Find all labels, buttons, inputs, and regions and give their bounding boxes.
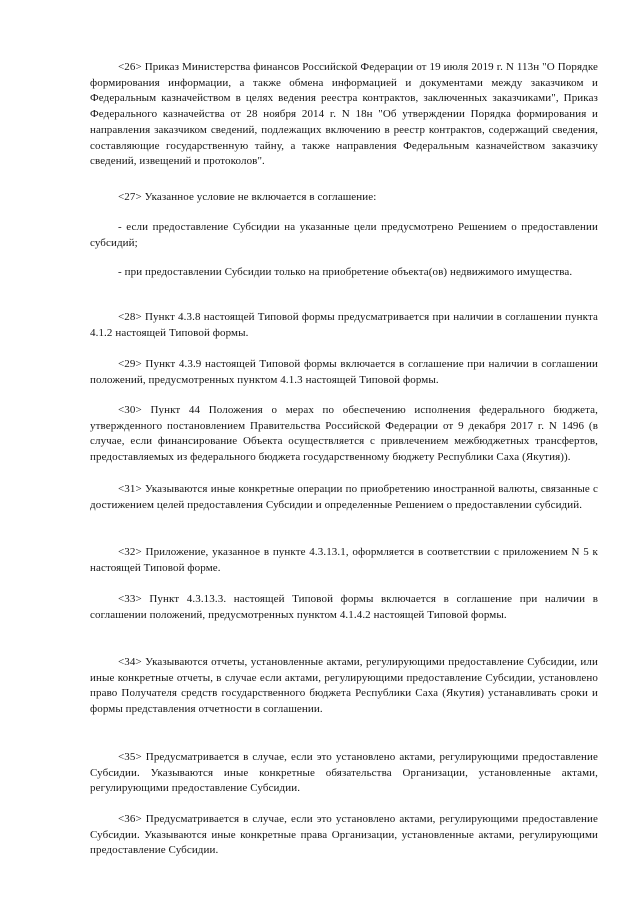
footnote-35-text: <35> Предусматривается в случае, если это установлено актами, регулирующими предоставление Субсидии. Указываются иные конкретные обязательства Организации, установленные актами, регулирующими предоставление Субсидии. — [90, 751, 598, 795]
document-page — [90, 60, 598, 890]
footnote-27-item-1 — [90, 220, 598, 251]
footnote-36 — [90, 812, 598, 859]
footnote-32-text: <32> Приложение, указанное в пункте 4.3.13.1, оформляется в соответствии с приложением N 5 к настоящей Типовой форме. — [90, 546, 598, 574]
footnote-36-text: <36> Предусматривается в случае, если это установлено актами, регулирующими предоставление Субсидии. Указываются иные конкретные права Организации, установленные актами, регулирующими предоставление Субсидии. — [90, 813, 598, 857]
footnote-27-item-1-text: - если предоставление Субсидии на указанные цели предусмотрено Решением о предоставлении субсидий; — [90, 221, 598, 249]
footnote-27-item-2 — [90, 265, 598, 281]
footnote-35 — [90, 750, 598, 797]
footnote-34-text: <34> Указываются отчеты, установленные актами, регулирующими предоставление Субсидии, или иные конкретные отчеты, в случае если актами, регулирующими предоставление Субсидии, установлено право Получателя средств государственного бюджета Республики Саха (Якутия) устанавливать сроки и формы представления отчетности в соглашении. — [90, 656, 598, 716]
footnote-26-text: <26> Приказ Министерства финансов Российской Федерации от 19 июля 2019 г. N 113н "О Порядке формирования информации, а также обмена информацией и документами между заказчиком и Федеральным казначейством в целях ведения реестра контрактов, заключенных заказчиками", Приказ Федерального казначейства от 28 ноября 2014 г. N 18н "Об утверждении Порядка формирования и направления заказчиком сведений, подлежащих включению в реестр контрактов, содержащий сведения, составляющие государственную тайну, а также направления Федеральным казначейством заказчику сведений, извещений и протоколов". — [90, 61, 598, 168]
footnote-27 — [90, 190, 598, 206]
footnote-27-item-2-text: - при предоставлении Субсидии только на приобретение объекта(ов) недвижимого имущества. — [118, 266, 573, 278]
footnote-31-text: <31> Указываются иные конкретные операции по приобретению иностранной валюты, связанные с достижением целей предоставления Субсидии и определенные Решением о предоставлении субсидий. — [90, 483, 598, 511]
footnote-26 — [90, 60, 598, 170]
footnote-34 — [90, 655, 598, 718]
footnote-29-text: <29> Пункт 4.3.9 настоящей Типовой формы включается в соглашение при наличии в соглашении положений, предусмотренных пунктом 4.1.3 настоящей Типовой формы. — [90, 358, 598, 386]
footnote-30-text: <30> Пункт 44 Положения о мерах по обеспечению исполнения федерального бюджета, утвержденного постановлением Правительства Российской Федерации от 9 декабря 2017 г. N 1496 (в случае, если финансирование Объекта осуществляется с привлечением межбюджетных трансфертов, предоставляемых из федерального бюджета государственному бюджету Республики Саха (Якутия)). — [90, 404, 598, 464]
footnote-31 — [90, 482, 598, 513]
footnote-28 — [90, 310, 598, 341]
footnote-32 — [90, 545, 598, 576]
footnote-29 — [90, 357, 598, 388]
footnote-27-text: <27> Указанное условие не включается в соглашение: — [118, 191, 377, 203]
footnote-33-text: <33> Пункт 4.3.13.3. настоящей Типовой формы включается в соглашение при наличии в соглашении положений, предусмотренных пунктом 4.1.4.2 настоящей Типовой формы. — [90, 593, 598, 621]
footnote-28-text: <28> Пункт 4.3.8 настоящей Типовой формы предусматривается при наличии в соглашении пункта 4.1.2 настоящей Типовой формы. — [90, 311, 598, 339]
footnote-33 — [90, 592, 598, 623]
footnote-30 — [90, 403, 598, 466]
